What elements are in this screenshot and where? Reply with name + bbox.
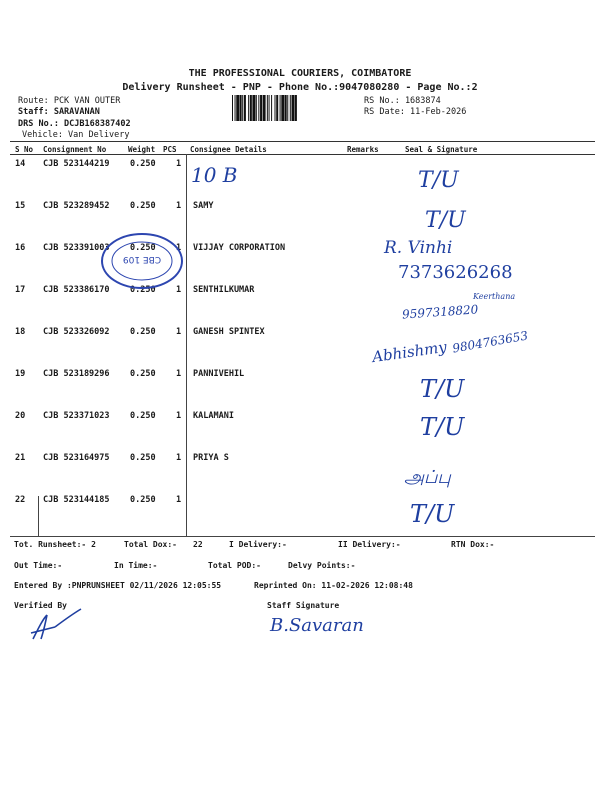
- courier-seal-stamp: [100, 232, 184, 290]
- row-consignee: SAMY: [193, 201, 214, 211]
- in-time-label: In Time:-: [114, 561, 158, 570]
- vehicle-label: Vehicle: Van Delivery: [22, 130, 130, 140]
- handwritten-signature-row14: T/U: [418, 168, 459, 193]
- row-sno: 17: [15, 285, 26, 295]
- row-consignment-no: CJB 523164975: [43, 453, 110, 463]
- row-sno: 14: [15, 159, 26, 169]
- out-time-label: Out Time:-: [14, 561, 63, 570]
- row-consignee: SENTHILKUMAR: [193, 285, 255, 295]
- row-consignee: GANESH SPINTEX: [193, 327, 265, 337]
- row-consignee: PANNIVEHIL: [193, 369, 245, 379]
- row-consignment-no: CJB 523371023: [43, 411, 110, 421]
- col-consignee: Consignee Details: [190, 145, 267, 154]
- row-weight: 0.250: [130, 453, 156, 463]
- col-seal-signature: Seal & Signature: [405, 145, 478, 154]
- staff-handwritten-signature: B.Savaran: [270, 615, 364, 636]
- route-label: Route: PCK VAN OUTER: [18, 96, 121, 106]
- row-consignment-no: CJB 523144185: [43, 495, 110, 505]
- runsheet-subtitle: Delivery Runsheet - PNP - Phone No.:9047080280 - Page No.:2: [122, 82, 478, 93]
- row-pcs: 1: [176, 453, 182, 463]
- total-pod-label: Total POD:-: [208, 561, 261, 570]
- row-sno: 15: [15, 201, 26, 211]
- row-weight: 0.250: [130, 495, 156, 505]
- table-bottom-rule: [10, 536, 595, 537]
- row-sno: 18: [15, 327, 26, 337]
- row-weight: 0.250: [130, 327, 156, 337]
- table-row: [0, 366, 600, 408]
- row-consignment-no: CJB 523289452: [43, 201, 110, 211]
- row-consignee: PRIYA S: [193, 453, 229, 463]
- row-pcs: 1: [176, 243, 182, 253]
- table-row: [0, 408, 600, 450]
- handwritten-name-row16: R. Vinhi: [384, 238, 453, 258]
- handwritten-phone-row16: 7373626268: [398, 262, 513, 283]
- row-weight: 0.250: [130, 159, 156, 169]
- company-title: THE PROFESSIONAL COURIERS, COIMBATORE: [188, 68, 412, 79]
- row-consignment-no: CJB 523144219: [43, 159, 110, 169]
- drs-label: DRS No.: DCJB168387402: [18, 119, 131, 129]
- row-consignee: VIJJAY CORPORATION: [193, 243, 286, 253]
- table-header-rule-top: [10, 141, 595, 142]
- row-consignment-no: CJB 523391003: [43, 243, 110, 253]
- row-weight: 0.250: [130, 411, 156, 421]
- row-pcs: 1: [176, 201, 182, 211]
- table-row: [0, 156, 600, 198]
- total-dox-label: Total Dox:-: [124, 540, 177, 549]
- row-pcs: 1: [176, 285, 182, 295]
- table-row: [0, 450, 600, 492]
- delvy-points-label: Delvy Points:-: [288, 561, 356, 570]
- col-pcs: PCS: [163, 145, 177, 154]
- verified-by-label: Verified By: [14, 601, 67, 610]
- row-sno: 22: [15, 495, 26, 505]
- row-weight: 0.250: [130, 369, 156, 379]
- table-row: [0, 282, 600, 324]
- handwritten-phone-row17: 9597318820: [401, 302, 479, 322]
- row-pcs: 1: [176, 327, 182, 337]
- staff-signature-label: Staff Signature: [267, 601, 340, 610]
- rs-number: RS No.: 1683874: [364, 96, 441, 106]
- col-consignment: Consignment No: [43, 145, 107, 154]
- row-consignee: KALAMANI: [193, 411, 234, 421]
- handwritten-signature-row22: T/U: [410, 500, 455, 528]
- table-header-rule-bottom: [10, 154, 595, 155]
- staff-label: Staff: SARAVANAN: [18, 107, 100, 117]
- table-row: [0, 198, 600, 240]
- row-sno: 19: [15, 369, 26, 379]
- handwritten-signature-row21: அப்பு: [404, 467, 451, 488]
- row-sno: 20: [15, 411, 26, 421]
- rtn-dox-label: RTN Dox:-: [451, 540, 495, 549]
- col-remarks: Remarks: [347, 145, 379, 154]
- ii-delivery-label: II Delivery:-: [338, 540, 401, 549]
- row-consignment-no: CJB 523326092: [43, 327, 110, 337]
- handwritten-phone-row18: 9804763653: [451, 328, 529, 356]
- handwritten-name-row17: Keerthana: [473, 292, 516, 301]
- row-consignment-no: CJB 523386170: [43, 285, 110, 295]
- row-pcs: 1: [176, 159, 182, 169]
- row-weight: 0.250: [130, 201, 156, 211]
- table-row: [0, 492, 600, 534]
- handwritten-signature-row15: T/U: [425, 208, 466, 233]
- row-sno: 16: [15, 243, 26, 253]
- col-weight: Weight: [128, 145, 156, 154]
- tot-runsheet: Tot. Runsheet:- 2: [14, 540, 96, 549]
- rs-date: RS Date: 11-Feb-2026: [364, 107, 467, 117]
- handwritten-consignee: 10 B: [191, 163, 238, 187]
- stamp-text: CBE 109: [122, 254, 162, 264]
- row-weight: 0.250: [130, 285, 156, 295]
- row-consignment-no: CJB 523189296: [43, 369, 110, 379]
- handwritten-signature-row18: Abhishmy: [371, 337, 448, 367]
- handwritten-signature-row19: T/U: [420, 375, 465, 403]
- verifier-signature-mark: [25, 605, 85, 645]
- row-pcs: 1: [176, 411, 182, 421]
- total-dox-value: 22: [193, 540, 203, 549]
- barcode-image: [232, 95, 359, 121]
- row-weight: 0.250: [130, 243, 156, 253]
- reprinted-on: Reprinted On: 11-02-2026 12:08:48: [254, 581, 413, 590]
- row-sno: 21: [15, 453, 26, 463]
- row-pcs: 1: [176, 495, 182, 505]
- i-delivery-label: I Delivery:-: [229, 540, 287, 549]
- row-pcs: 1: [176, 369, 182, 379]
- col-sno: S No: [15, 145, 34, 154]
- entered-by: Entered By :PNPRUNSHEET 02/11/2026 12:05:55: [14, 581, 222, 590]
- handwritten-signature-row20: T/U: [420, 413, 465, 441]
